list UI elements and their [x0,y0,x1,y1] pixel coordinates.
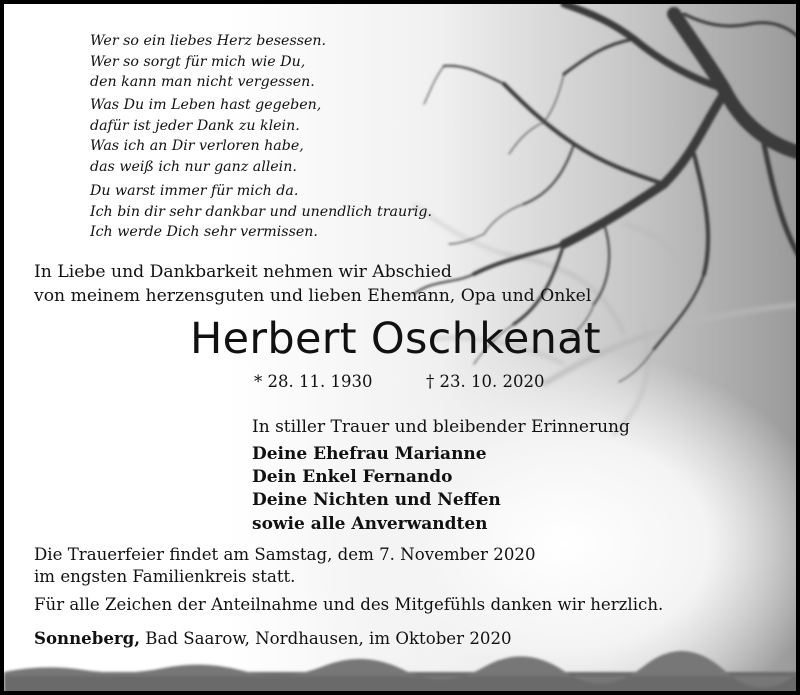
poem-line: Ich werde Dich sehr vermissen. [90,224,318,240]
funeral-info [34,544,536,587]
poem-line: Ich bin dir sehr dankbar und unendlich traurig. [90,203,433,220]
mourner-item: Deine Ehefrau Marianne [252,444,487,464]
poem-line: dafür ist jeder Dank zu klein. [90,117,300,134]
place-rest: Bad Saarow, Nordhausen, im Oktober 2020 [140,629,512,648]
poem-line: Wer so ein liebes Herz besessen. [90,33,327,49]
poem-line: Was ich an Dir verloren habe, [90,138,304,154]
intro-line: von meinem herzensguten und lieben Ehemann, Opa und Onkel [34,286,592,306]
poem-line: das weiß ich nur ganz allein. [90,158,297,175]
farewell-intro [34,260,591,308]
thanks-note: Für alle Zeichen der Anteilnahme und des Mitgefühls danken wir herzlich. [34,595,664,614]
poem-line: Du warst immer für mich da. [90,183,299,199]
poem-line: den kann man nicht vergessen. [90,74,315,90]
mourner-item: Deine Nichten und Neffen [252,490,501,511]
deceased-name: Herbert Oschkenat [190,314,601,364]
poem-stanza-3 [90,181,432,243]
mourning-heading: In stiller Trauer und bleibender Erinnerung [252,417,630,437]
death-date: † 23. 10. 2020 [426,372,545,391]
funeral-line: Die Trauerfeier findet am Samstag, dem 7. November 2020 [34,545,536,564]
poem-line: Wer so sorgt für mich wie Du, [90,53,306,70]
birth-date: * 28. 11. 1930 [254,372,373,391]
poem-stanza-1 [90,31,326,93]
poem-stanza-2 [90,95,321,177]
place-date-line [34,628,512,648]
poem-line: Was Du im Leben hast gegeben, [90,97,322,113]
intro-line: In Liebe und Dankbarkeit nehmen wir Abschied [34,262,452,282]
mourners-list [252,443,501,536]
place-main: Sonneberg, [34,628,141,648]
mourner-item: Dein Enkel Fernando [252,467,453,488]
mourner-item: sowie alle Anverwandten [252,513,488,534]
funeral-line: im engsten Familienkreis statt. [34,566,296,586]
